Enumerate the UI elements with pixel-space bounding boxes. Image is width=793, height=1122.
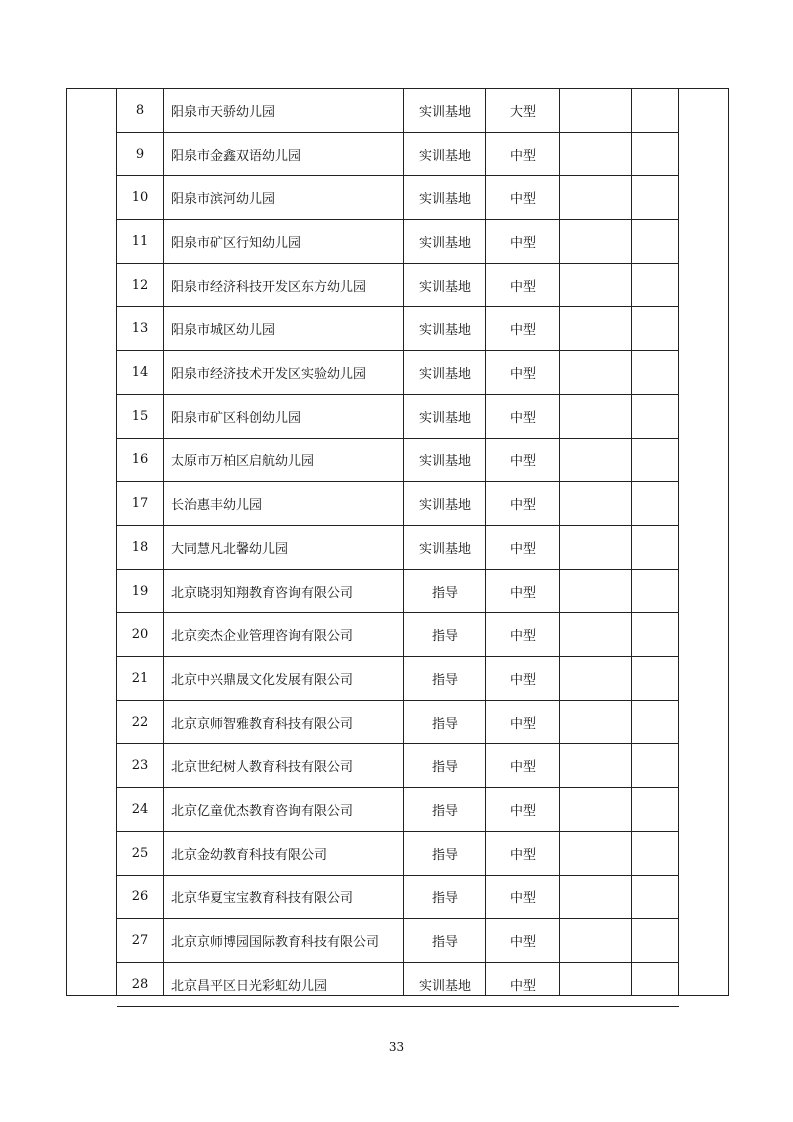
row-number: 18: [131, 539, 149, 555]
cooperation-type: 指导: [431, 847, 458, 863]
organization-size: 中型: [509, 978, 536, 994]
cooperation-type: 指导: [431, 935, 458, 951]
organization-size: 中型: [509, 235, 536, 251]
row-number: 16: [131, 452, 149, 468]
page-number: 33: [388, 1040, 405, 1054]
organization-size: 中型: [509, 891, 536, 907]
organization-size: 大型: [509, 104, 536, 120]
row-number: 22: [131, 714, 149, 730]
row-number: 10: [131, 190, 149, 206]
organization-size: 中型: [509, 323, 536, 339]
row-number: 27: [131, 933, 149, 949]
cooperation-type: 指导: [431, 672, 458, 688]
row-number: 14: [131, 365, 149, 381]
organization-name: 北京京师智雅教育科技有限公司: [171, 716, 354, 732]
row-number: 19: [131, 583, 149, 599]
cooperation-type: 实训基地: [418, 498, 471, 514]
row-number: 13: [131, 321, 149, 337]
row-number: 11: [131, 233, 149, 249]
row-number: 21: [131, 670, 149, 686]
organization-size: 中型: [509, 541, 536, 557]
table-row: [117, 176, 679, 220]
organization-size: 中型: [509, 410, 536, 426]
cooperation-type: 实训基地: [418, 235, 471, 251]
organization-name: 阳泉市城区幼儿园: [171, 323, 276, 339]
cooperation-type: 实训基地: [418, 148, 471, 164]
table-row: [117, 395, 679, 439]
organization-size: 中型: [509, 672, 536, 688]
organization-size: 中型: [509, 367, 536, 383]
table-row: [117, 570, 679, 614]
organization-name: 阳泉市滨河幼儿园: [171, 192, 276, 208]
table-row: [117, 788, 679, 832]
table-row: [117, 482, 679, 526]
cooperation-type: 指导: [431, 891, 458, 907]
organization-name: 北京亿童优杰教育咨询有限公司: [171, 804, 354, 820]
organization-name: 北京世纪树人教育科技有限公司: [171, 760, 354, 776]
organization-name: 北京京师博园国际教育科技有限公司: [171, 935, 380, 951]
organization-size: 中型: [509, 192, 536, 208]
cooperation-type: 实训基地: [418, 192, 471, 208]
organization-name: 北京中兴鼎晟文化发展有限公司: [171, 672, 354, 688]
organization-size: 中型: [509, 760, 536, 776]
table-row: [117, 308, 679, 352]
organization-size: 中型: [509, 629, 536, 645]
organization-size: 中型: [509, 279, 536, 295]
organization-size: 中型: [509, 498, 536, 514]
organization-name: 太原市万柏区启航幼儿园: [171, 454, 315, 470]
table-row: [117, 351, 679, 395]
row-number: 17: [131, 496, 149, 512]
organization-name: 阳泉市金鑫双语幼儿园: [171, 148, 302, 164]
cooperation-type: 指导: [431, 629, 458, 645]
table-row: [117, 89, 679, 133]
cooperation-type: 实训基地: [418, 323, 471, 339]
row-number: 9: [135, 146, 145, 162]
table-row: [117, 876, 679, 920]
row-number: 26: [131, 889, 149, 905]
table-row: [117, 220, 679, 264]
organization-name: 阳泉市经济科技开发区东方幼儿园: [171, 279, 367, 295]
cooperation-type: 实训基地: [418, 454, 471, 470]
organization-name: 北京奕杰企业管理咨询有限公司: [171, 629, 354, 645]
organization-name: 长治惠丰幼儿园: [171, 498, 263, 514]
organization-size: 中型: [509, 716, 536, 732]
table-row: [117, 701, 679, 745]
partner-table: [66, 88, 729, 996]
table-row: [117, 613, 679, 657]
organization-name: 大同慧凡北馨幼儿园: [171, 541, 289, 557]
table-row: [117, 439, 679, 483]
cooperation-type: 实训基地: [418, 978, 471, 994]
table-row: [117, 526, 679, 570]
row-number: 12: [131, 277, 149, 293]
organization-size: 中型: [509, 847, 536, 863]
row-number: 8: [135, 102, 145, 118]
table-row: [117, 832, 679, 876]
cooperation-type: 指导: [431, 585, 458, 601]
table-row: [117, 264, 679, 308]
table-row: [117, 133, 679, 177]
cooperation-type: 实训基地: [418, 541, 471, 557]
organization-name: 阳泉市矿区科创幼儿园: [171, 410, 302, 426]
cooperation-type: 指导: [431, 760, 458, 776]
cooperation-type: 指导: [431, 804, 458, 820]
organization-name: 阳泉市经济技术开发区实验幼儿园: [171, 367, 367, 383]
row-number: 25: [131, 845, 149, 861]
cooperation-type: 实训基地: [418, 279, 471, 295]
table-row: [117, 745, 679, 789]
organization-size: 中型: [509, 148, 536, 164]
row-number: 24: [131, 802, 149, 818]
organization-size: 中型: [509, 804, 536, 820]
organization-name: 北京华夏宝宝教育科技有限公司: [171, 891, 354, 907]
organization-name: 北京金幼教育科技有限公司: [171, 847, 328, 863]
row-number: 20: [131, 627, 149, 643]
organization-size: 中型: [509, 935, 536, 951]
organization-size: 中型: [509, 454, 536, 470]
row-number: 23: [131, 758, 149, 774]
organization-size: 中型: [509, 585, 536, 601]
row-number: 28: [131, 976, 149, 992]
table-row: [117, 657, 679, 701]
organization-name: 北京晓羽知翔教育咨询有限公司: [171, 585, 354, 601]
cooperation-type: 实训基地: [418, 410, 471, 426]
cooperation-type: 实训基地: [418, 104, 471, 120]
row-number: 15: [131, 408, 149, 424]
table-row: [117, 919, 679, 963]
cooperation-type: 实训基地: [418, 367, 471, 383]
table-row: [117, 963, 679, 1007]
organization-name: 阳泉市天骄幼儿园: [171, 104, 276, 120]
organization-name: 北京昌平区日光彩虹幼儿园: [171, 978, 328, 994]
organization-name: 阳泉市矿区行知幼儿园: [171, 235, 302, 251]
cooperation-type: 指导: [431, 716, 458, 732]
